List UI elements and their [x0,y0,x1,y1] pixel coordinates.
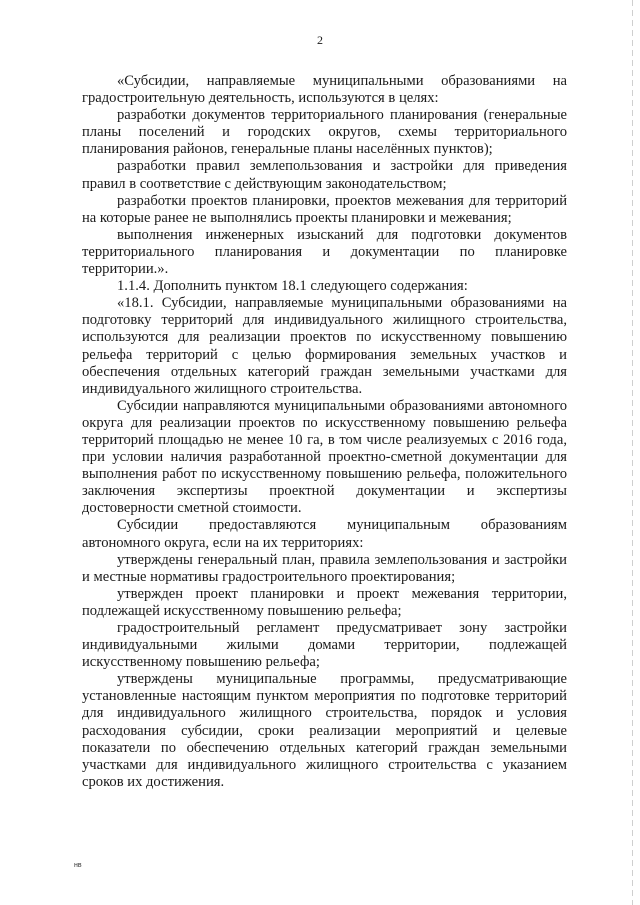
paragraph: 1.1.4. Дополнить пунктом 18.1 следующего содержания: [117,278,468,295]
paragraph: Субсидии предоставляются муниципальным образованиям автономного округа, если на их территориях: [82,517,567,551]
paragraph: разработки проектов планировки, проектов межевания для территорий на которые ранее не выполнялись проекты планировки и межевания; [82,192,567,226]
footer-mark: нв [74,862,82,869]
scan-edge-line [632,0,633,905]
paragraph: утверждены генеральный план, правила землепользования и застройки и местные нормативы градостроительного проектирования; [82,551,567,585]
paragraph: выполнения инженерных изысканий для подготовки документов территориального планирования и документации по планировке территории.». [82,226,567,278]
paragraph: разработки правил землепользования и застройки для приведения правил в соответствие с действующим законодательством; [82,158,567,192]
paragraph: Субсидии направляются муниципальными образованиями автономного округа для реализации проектов по искусственному повышению рельефа территорий площадью не менее 10 га, в том числе реализуемых с 2016 года, при условии наличия разработанной проектно-сметной документации для выполнения работ по искусственному повышению рельефа, положительного заключения экспертизы проектной документации и экспертизы достоверности сметной стоимости. [82,397,567,517]
paragraph: утвержден проект планировки и проект межевания территории, подлежащей искусственному повышению рельефа; [82,585,567,619]
paragraph: «18.1. Субсидии, направляемые муниципальными образованиями на подготовку территорий для индивидуального жилищного строительства, используются для реализации проектов по искусственному повышению рельефа территорий с целью формирования земельных участков и обеспечения отдельных категорий граждан земельными участками для индивидуального жилищного строительства. [82,295,567,397]
page-number: 2 [317,33,323,47]
paragraph: «Субсидии, направляемые муниципальными образованиями на градостроительную деятельность, используются в целях: [82,73,567,107]
paragraph: градостроительный регламент предусматривает зону застройки индивидуальными жилыми домами территории, подлежащей искусственному повышению рельефа; [82,620,567,671]
document-body [82,73,567,791]
paragraph: утверждены муниципальные программы, предусматривающие установленные настоящим пунктом мероприятия по подготовке территорий для индивидуального жилищного строительства, порядок и условия расходования субсидии, сроки реализации мероприятий и целевые показатели по обеспечению отдельных категорий граждан земельными участками для индивидуального жилищного строительства с указанием сроков их достижения. [82,671,567,790]
paragraph: разработки документов территориального планирования (генеральные планы поселений и городских округов, схемы территориального планирования районов, генеральные планы населённых пунктов); [82,107,567,158]
